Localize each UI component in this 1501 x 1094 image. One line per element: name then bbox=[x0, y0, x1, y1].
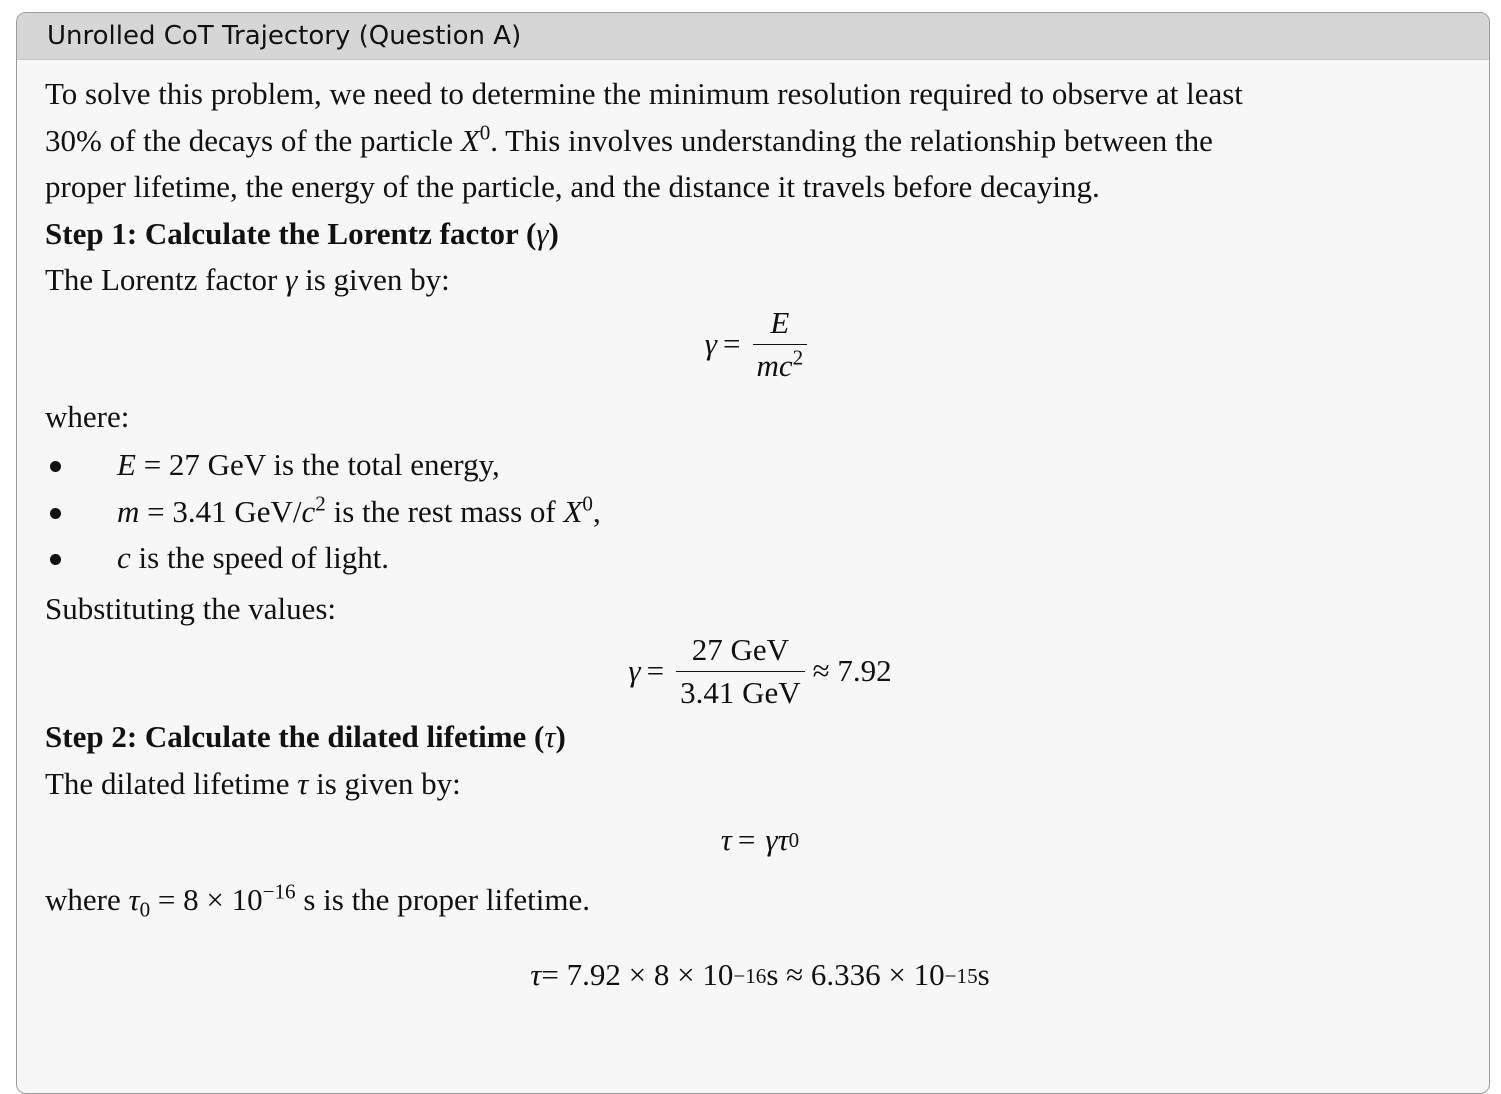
den-sup: 2 bbox=[792, 345, 804, 370]
bullet-var: m bbox=[117, 493, 140, 529]
fraction-numerator: 27 GeV bbox=[691, 631, 789, 667]
where-label: where: bbox=[45, 398, 130, 434]
bullet-x: X bbox=[563, 493, 583, 529]
box-title: Unrolled CoT Trajectory (Question A) bbox=[17, 13, 1489, 60]
step2-intro-b: is given by: bbox=[308, 765, 461, 801]
eq3-lhs: τ bbox=[720, 821, 732, 857]
fraction bbox=[676, 629, 805, 714]
final-c: s bbox=[977, 957, 990, 993]
eq3-rhs: γτ bbox=[765, 821, 789, 857]
bullet-text-b: is the rest mass of bbox=[325, 493, 564, 529]
list-item bbox=[45, 535, 1475, 582]
eq-lhs: γ bbox=[704, 326, 718, 362]
intro-line-2a: 30% of the decays of the particle bbox=[45, 122, 461, 158]
step2-tau: τ bbox=[544, 719, 556, 754]
bullet-c: c bbox=[301, 493, 316, 529]
step1-intro-gamma: γ bbox=[285, 262, 298, 297]
box-content bbox=[45, 59, 1475, 1018]
step2-title: Step 2: Calculate the dilated lifetime ( bbox=[45, 719, 545, 754]
equation-final: τ = 7.92 × 8 × 10 −16 s ≈ 6.336 × 10 −15 s bbox=[45, 934, 1475, 1018]
step1-title: Step 1: Calculate the Lorentz factor ( bbox=[45, 215, 537, 251]
step1-intro-b: is given by: bbox=[297, 262, 450, 297]
sup-zero: 0 bbox=[479, 119, 491, 144]
eq-equals: = bbox=[723, 326, 741, 362]
step1-close: ) bbox=[548, 215, 559, 251]
final-b: s ≈ 6.336 × 10 bbox=[766, 957, 945, 993]
final-a: = 7.92 × 8 × 10 bbox=[541, 957, 734, 993]
final-lhs: τ bbox=[530, 957, 542, 993]
tau-sub: 0 bbox=[139, 897, 151, 922]
where-c: s is the proper lifetime. bbox=[295, 882, 591, 917]
intro-line-1: To solve this problem, we need to determine the minimum resolution required to observe at least bbox=[45, 76, 1243, 111]
bullet-icon bbox=[50, 461, 61, 472]
step2-intro-tau: τ bbox=[297, 765, 309, 801]
intro-paragraph bbox=[45, 71, 1475, 211]
step2-intro bbox=[45, 761, 1475, 808]
cot-box bbox=[16, 12, 1490, 1094]
eq3-equals: = bbox=[737, 821, 756, 857]
equation-gamma-value bbox=[45, 628, 1475, 714]
where-exp: −16 bbox=[262, 879, 296, 904]
equation-dilated: τ = γτ 0 bbox=[45, 807, 1475, 873]
step1-intro-a: The Lorentz factor bbox=[45, 262, 286, 297]
bullet-icon bbox=[50, 554, 61, 565]
step1-gamma: γ bbox=[536, 215, 549, 251]
eq2-equals: = bbox=[646, 652, 665, 688]
substituting-label: Substituting the values: bbox=[45, 590, 337, 626]
step2-intro-a: The dilated lifetime bbox=[45, 765, 298, 801]
bullet-icon bbox=[50, 508, 61, 519]
intro-line-2b: . This involves understanding the relationship between the bbox=[490, 122, 1213, 158]
fraction-numerator: E bbox=[770, 305, 790, 340]
bullet-var: c bbox=[117, 540, 131, 575]
bullet-sup: 2 bbox=[315, 490, 326, 515]
where-a: where bbox=[45, 882, 129, 917]
step2-heading bbox=[45, 714, 1475, 761]
fraction bbox=[753, 302, 808, 387]
bullet-x-sup: 0 bbox=[582, 490, 593, 515]
list-item bbox=[45, 489, 1475, 536]
fraction-denominator bbox=[753, 344, 808, 387]
bullet-list bbox=[45, 442, 1475, 582]
den-mc: mc bbox=[756, 348, 793, 383]
eq2-lhs: γ bbox=[628, 652, 641, 688]
intro-line-3: proper lifetime, the energy of the particle, and the distance it travels before decaying. bbox=[45, 169, 1100, 204]
proper-lifetime-line bbox=[45, 877, 1475, 924]
bullet-end: , bbox=[592, 493, 601, 529]
bullet-text: = 3.41 GeV/ bbox=[139, 493, 302, 529]
bullet-text: = 27 GeV is the total energy, bbox=[135, 447, 500, 482]
bullet-var: E bbox=[117, 447, 136, 482]
bullet-text: is the speed of light. bbox=[130, 540, 390, 575]
var-x: X bbox=[460, 122, 480, 158]
fraction-denominator: 3.41 GeV bbox=[676, 671, 805, 714]
eq2-approx: ≈ 7.92 bbox=[812, 652, 892, 688]
where-b: = 8 × 10 bbox=[150, 882, 263, 917]
list-item bbox=[45, 442, 1475, 489]
step1-intro bbox=[45, 257, 1475, 304]
step2-close: ) bbox=[555, 719, 566, 754]
equation-lorentz bbox=[45, 300, 1475, 390]
step1-heading bbox=[45, 211, 1475, 258]
tau-symbol: τ bbox=[128, 882, 140, 917]
